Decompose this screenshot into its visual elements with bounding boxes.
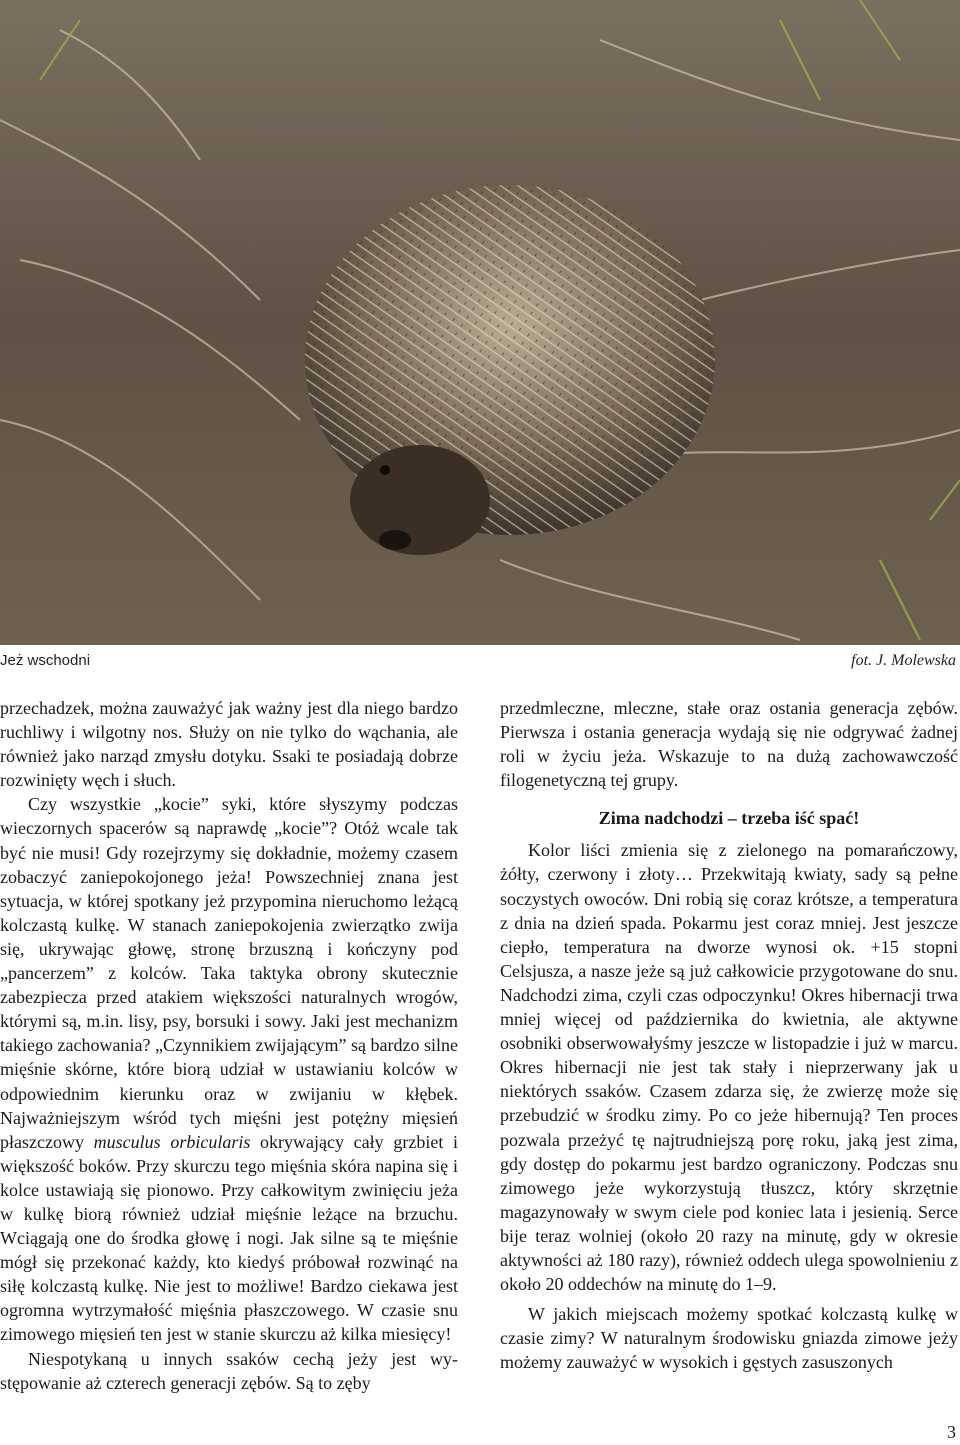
- left-paragraph-1: przechadzek, można zauważyć jak ważny jest dla niego bardzo ruchliwy i wilgotny nos. Służy on nie tylko do wąchania, ale również jako narząd zmysłu dotyku. Ssaki te posiadają dobrze rozwinięty węch i słuch.: [0, 698, 458, 791]
- latin-name: musculus orbicularis: [93, 1131, 251, 1152]
- left-paragraph-3: Niespotykaną u innych ssaków cechą jeży jest występowanie aż czterech generacji zębów. Są to zęby: [0, 1348, 458, 1393]
- left-paragraph-2: [0, 792, 458, 1346]
- right-column: [500, 696, 958, 1374]
- page-number: 3: [947, 1422, 956, 1442]
- section-heading: Zima nadchodzi – trzeba iść spać!: [598, 808, 860, 829]
- photo-caption: Jeż wschodni: [0, 652, 91, 669]
- photo-credit: fot. J. Molewska: [851, 652, 956, 669]
- left-column: [0, 696, 458, 1395]
- left-paragraph-2-text-a: Czy wszystkie „kocie” syki, które słyszymy podczas wieczornych spacerów są naprawdę „kocie”? Otóż wcale tak być nie musi! Gdy rozejrzymy się dokładnie, możemy czasem zobaczyć zaniepokojonego jeża! Powszechniej znana jest sytuacja, w której spotkany jeż przypomina nieruchomo leżącą kolczastą kulkę. W stanach zaniepokojenia zwierzątko zwija się, ukrywając głowę, stronę brzuszną i kończyny pod „pancerzem” z kolców. Taka taktyka obrony skutecznie zabezpiecza przed atakiem większości naturalnych wrogów, którymi są, m.in. lisy, psy, borsuki i sowy. Jaki jest mechanizm takiego zachowania? „Czynnikiem zwijającym” są bardzo silne mięśnie skórne, które biorą udział w ustawianiu kolców w odpowiednim kierunku oraz w zwijaniu w kłębek. Najważniejszym wśród tych mięśni jest potężny mięsień płaszczowy: [0, 794, 458, 1152]
- right-paragraph-2: Kolor liści zmienia się z zielonego na pomarańczowy, żółty, czerwony i złoty… Przekwitają kwiaty, sady są pełne soczystych owoców. Dni robią się coraz krótsze, a temperatura z dnia na dzień spada. Pokarmu jest coraz mniej. Jest jeszcze ciepło, temperatura na dworze wynosi ok. +15 stopni Celsjusza, a nasze jeże są już całkowicie przygotowane do snu. Nadchodzi zima, czyli czas odpoczynku! Okres hibernacji trwa mniej więcej od października do kwietnia, ale aktywne osobniki obserwowałyśmy jeszcze w listopadzie i już w marcu. Okres hibernacji nie jest tak stały i nieprzerwany jak u niektórych ssaków. Czasem zdarza się, że zwierzę może się przebudzić w środku zimy. Po co jeże hibernują? Ten proces pozwala przeżyć tę najtrudniejszą porę roku, jaką jest zima, gdy dostęp do pokarmu jest bardzo ograniczony. Podczas snu zimowego jeże wykorzystują tłuszcz, który skrzętnie magazynowały w swym ciele pod koniec lata i jesienią. Serce bije teraz wolniej (około 20 razy na minutę, gdy w okresie aktywności aż 180 razy), również oddech ulega spowolnieniu z około 20 oddechów na minutę do 1–9.: [500, 840, 958, 1295]
- right-paragraph-1: przedmleczne, mleczne, stałe oraz ostania generacja zębów. Pierwsza i ostania generacja wydają się nie odgrywać żadnej roli w życiu jeża. Wskazuje to na dużą zachowawczość filogenetyczną tej grupy.: [500, 698, 958, 791]
- left-paragraph-2-text-b: okrywający cały grzbiet i większość boków. Przy skurczu tego mięśnia skóra napina się i kolce ustawiają się pionowo. Przy całkowitym zwinięciu jeża w kulkę biorą również udział mięśnie leżące na brzuchu. Wciągają one do środka głowę i nogi. Jak silne są te mięśnie mógł się przekonać każdy, kto kiedyś próbował rozwinąć na siłę kolczastą kulkę. Nie jest to możliwe! Bardzo ciekawa jest ogromna wytrzymałość mięśnia płaszczowego. W czasie snu zimowego mięsień ten jest w stanie skurczu aż kilka miesięcy!: [0, 1131, 459, 1345]
- right-paragraph-3: W jakich miejscach możemy spotkać kolczastą kulkę w czasie zimy? W naturalnym środowisku gniazda zimowe jeży możemy zauważyć w wysokich i gęstych zasuszonych: [500, 1304, 958, 1373]
- hedgehog-photo: [0, 0, 960, 645]
